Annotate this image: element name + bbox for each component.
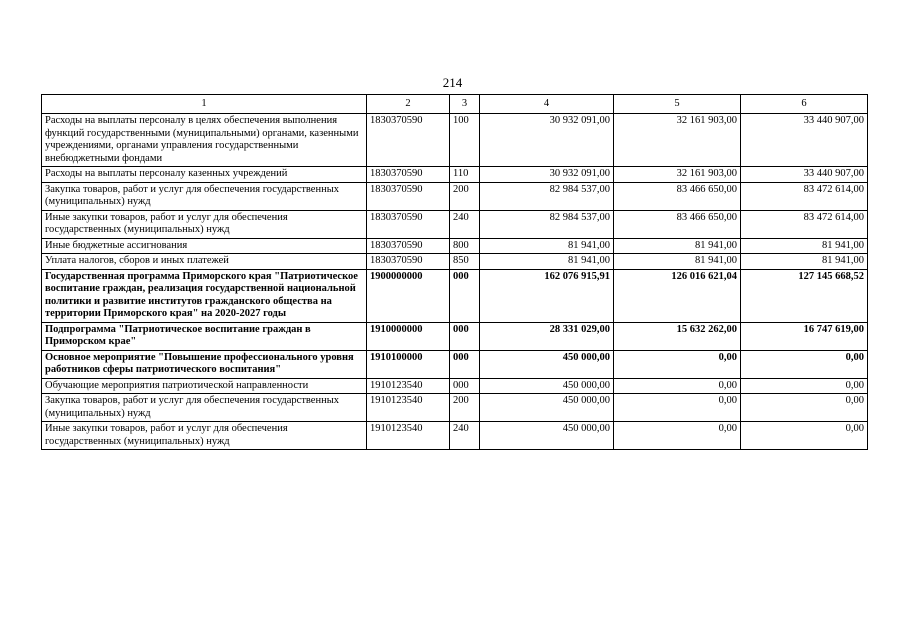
amount-col4-cell: 30 932 091,00 — [480, 114, 614, 167]
row-name-cell: Уплата налогов, сборов и иных платежей — [42, 254, 367, 270]
row-name-cell: Закупка товаров, работ и услуг для обеспечения государственных (муниципальных) нужд — [42, 394, 367, 422]
table-row — [42, 394, 868, 422]
amount-col4-cell: 450 000,00 — [480, 394, 614, 422]
amount-col6-cell: 16 747 619,00 — [741, 322, 868, 350]
target-article-code-cell: 1910100000 — [367, 350, 450, 378]
amount-col4-cell: 30 932 091,00 — [480, 167, 614, 183]
target-article-code-cell: 1830370590 — [367, 210, 450, 238]
target-article-code-cell: 1830370590 — [367, 114, 450, 167]
table-row — [42, 210, 868, 238]
amount-col4-cell: 81 941,00 — [480, 254, 614, 270]
amount-col6-cell: 0,00 — [741, 394, 868, 422]
amount-col6-cell: 81 941,00 — [741, 254, 868, 270]
amount-col6-cell: 0,00 — [741, 422, 868, 450]
table-row — [42, 114, 868, 167]
expense-type-code-cell: 240 — [450, 422, 480, 450]
amount-col5-cell: 83 466 650,00 — [614, 210, 741, 238]
row-name-cell: Иные закупки товаров, работ и услуг для обеспечения государственных (муниципальных) нужд — [42, 210, 367, 238]
table-row — [42, 378, 868, 394]
target-article-code-cell: 1900000000 — [367, 269, 450, 322]
amount-col6-cell: 33 440 907,00 — [741, 114, 868, 167]
row-name-cell: Обучающие мероприятия патриотической направленности — [42, 378, 367, 394]
table-row — [42, 238, 868, 254]
amount-col5-cell: 81 941,00 — [614, 238, 741, 254]
expense-type-code-cell: 850 — [450, 254, 480, 270]
table-header-row — [42, 95, 868, 114]
row-name-cell: Закупка товаров, работ и услуг для обеспечения государственных (муниципальных) нужд — [42, 182, 367, 210]
table-row — [42, 254, 868, 270]
amount-col6-cell: 127 145 668,52 — [741, 269, 868, 322]
target-article-code-cell: 1910123540 — [367, 394, 450, 422]
target-article-code-cell: 1910123540 — [367, 378, 450, 394]
target-article-code-cell: 1910000000 — [367, 322, 450, 350]
row-name-cell: Расходы на выплаты персоналу казенных учреждений — [42, 167, 367, 183]
column-header: 6 — [741, 95, 868, 114]
row-name-cell: Государственная программа Приморского края "Патриотическое воспитание граждан, реализация государственной национальной политики и развитие институтов гражданского общества на территории Приморского края" на 2020-2027 годы — [42, 269, 367, 322]
amount-col4-cell: 162 076 915,91 — [480, 269, 614, 322]
amount-col4-cell: 82 984 537,00 — [480, 210, 614, 238]
column-header: 4 — [480, 95, 614, 114]
expense-type-code-cell: 100 — [450, 114, 480, 167]
table-row — [42, 350, 868, 378]
target-article-code-cell: 1830370590 — [367, 167, 450, 183]
column-header: 1 — [42, 95, 367, 114]
amount-col4-cell: 450 000,00 — [480, 378, 614, 394]
row-name-cell: Подпрограмма "Патриотическое воспитание граждан в Приморском крае" — [42, 322, 367, 350]
expense-type-code-cell: 200 — [450, 394, 480, 422]
row-name-cell: Основное мероприятие "Повышение профессионального уровня работников сферы патриотического воспитания" — [42, 350, 367, 378]
amount-col6-cell: 83 472 614,00 — [741, 182, 868, 210]
budget-table — [41, 94, 868, 450]
column-header: 2 — [367, 95, 450, 114]
expense-type-code-cell: 200 — [450, 182, 480, 210]
page-number: 214 — [442, 75, 463, 90]
amount-col6-cell: 0,00 — [741, 378, 868, 394]
table-row — [42, 322, 868, 350]
row-name-cell: Иные бюджетные ассигнования — [42, 238, 367, 254]
amount-col6-cell: 83 472 614,00 — [741, 210, 868, 238]
amount-col5-cell: 0,00 — [614, 350, 741, 378]
expense-type-code-cell: 000 — [450, 378, 480, 394]
amount-col6-cell: 81 941,00 — [741, 238, 868, 254]
expense-type-code-cell: 110 — [450, 167, 480, 183]
amount-col6-cell: 0,00 — [741, 350, 868, 378]
column-header: 5 — [614, 95, 741, 114]
expense-type-code-cell: 800 — [450, 238, 480, 254]
expense-type-code-cell: 000 — [450, 322, 480, 350]
amount-col5-cell: 0,00 — [614, 422, 741, 450]
expense-type-code-cell: 240 — [450, 210, 480, 238]
row-name-cell: Расходы на выплаты персоналу в целях обеспечения выполнения функций государственными (муниципальными) органами, казенными учреждениями, органами управления государственными внебюджетными фондами — [42, 114, 367, 167]
row-name-cell: Иные закупки товаров, работ и услуг для обеспечения государственных (муниципальных) нужд — [42, 422, 367, 450]
amount-col4-cell: 81 941,00 — [480, 238, 614, 254]
table-row — [42, 422, 868, 450]
table-row — [42, 269, 868, 322]
amount-col5-cell: 81 941,00 — [614, 254, 741, 270]
amount-col4-cell: 28 331 029,00 — [480, 322, 614, 350]
amount-col5-cell: 32 161 903,00 — [614, 114, 741, 167]
table-body — [42, 114, 868, 450]
amount-col4-cell: 450 000,00 — [480, 422, 614, 450]
target-article-code-cell: 1910123540 — [367, 422, 450, 450]
target-article-code-cell: 1830370590 — [367, 238, 450, 254]
target-article-code-cell: 1830370590 — [367, 254, 450, 270]
expense-type-code-cell: 000 — [450, 350, 480, 378]
amount-col4-cell: 450 000,00 — [480, 350, 614, 378]
amount-col5-cell: 83 466 650,00 — [614, 182, 741, 210]
column-header: 3 — [450, 95, 480, 114]
table-row — [42, 167, 868, 183]
amount-col5-cell: 0,00 — [614, 394, 741, 422]
target-article-code-cell: 1830370590 — [367, 182, 450, 210]
amount-col4-cell: 82 984 537,00 — [480, 182, 614, 210]
table-row — [42, 182, 868, 210]
amount-col5-cell: 126 016 621,04 — [614, 269, 741, 322]
amount-col5-cell: 32 161 903,00 — [614, 167, 741, 183]
amount-col5-cell: 0,00 — [614, 378, 741, 394]
amount-col6-cell: 33 440 907,00 — [741, 167, 868, 183]
amount-col5-cell: 15 632 262,00 — [614, 322, 741, 350]
expense-type-code-cell: 000 — [450, 269, 480, 322]
